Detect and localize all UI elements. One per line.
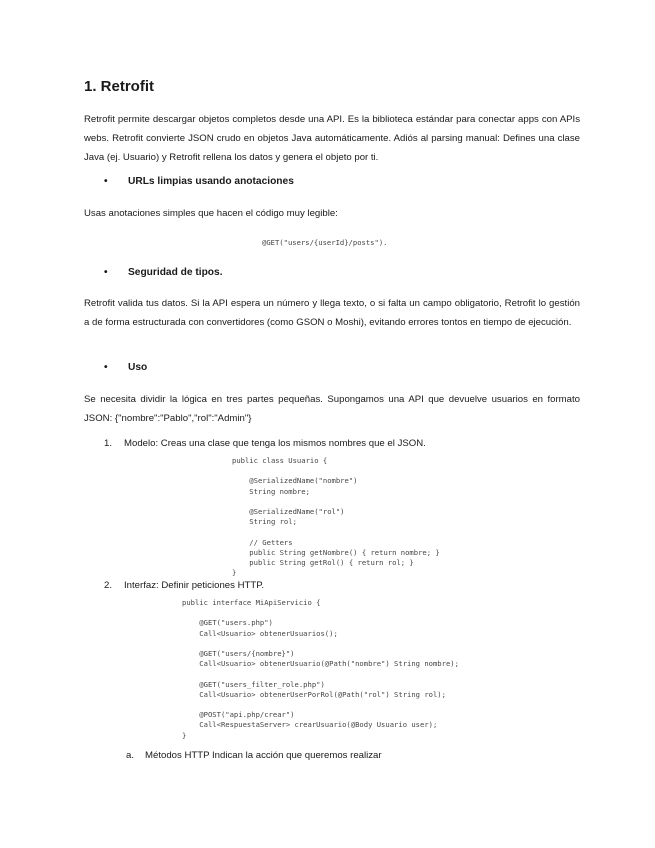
bullet-label: URLs limpias usando anotaciones: [128, 176, 294, 187]
bullet-label: Seguridad de tipos.: [128, 267, 223, 278]
sub-item-http-methods: [126, 750, 382, 761]
item-text: Modelo: Creas una clase que tenga los mismos nombres que el JSON.: [124, 438, 426, 449]
item-text: Interfaz: Definir peticiones HTTP.: [124, 580, 265, 591]
uso-paragraph: Se necesita dividir la lógica en tres partes pequeñas. Supongamos una API que devuelve usuarios en formato JSON: {"nombre":"Pablo","rol":"Admin"}: [84, 394, 580, 424]
intro-paragraph: Retrofit permite descargar objetos completos desde una API. Es la biblioteca estándar para conectar apps con APIs webs. Retrofit convierte JSON crudo en objetos Java automáticamente. Adiós al parsing manual: Defines una clase Java (ej. Usuario) y Retrofit rellena los datos y genera el objeto por ti.: [84, 114, 580, 163]
bullet-label: Uso: [128, 362, 148, 373]
item-number: 1.: [104, 438, 113, 449]
code-get-example: @GET("users/{userId}/posts").: [262, 238, 388, 247]
item-text: Métodos HTTP Indican la acción que queremos realizar: [145, 750, 382, 761]
bullet-dot: •: [104, 362, 108, 373]
bullet-urls: [104, 176, 294, 187]
numbered-item-model: [104, 438, 426, 449]
urls-paragraph: Usas anotaciones simples que hacen el código muy legible:: [84, 208, 338, 219]
item-number: a.: [126, 750, 135, 761]
bullet-dot: •: [104, 176, 108, 187]
section-heading: 1. Retrofit: [84, 78, 155, 95]
bullet-types: [104, 267, 223, 278]
code-interface: public interface MiApiServicio { @GET("users.php") Call<Usuario> obtenerUsuarios(); @GET("users/{nombre}") Call<Usuario> obtenerUsuario(@Path("nombre") String nombre); @GET("users_filter_role.php") Call<Usuario> obtenerUserPorRol(@Path("rol") String rol); @POST("api.php/crear") Call<RespuestaServer> crearUsuario(@Body Usuario user); }: [182, 598, 459, 740]
types-paragraph: Retrofit valida tus datos. Si la API espera un número y llega texto, o si falta un campo obligatorio, Retrofit lo gestión a de forma estructurada con convertidores (como GSON o Moshi), evitando errores tontos en tiempo de ejecución.: [84, 298, 580, 328]
bullet-uso: [104, 362, 147, 373]
item-number: 2.: [104, 580, 113, 591]
bullet-dot: •: [104, 267, 108, 278]
numbered-item-interface: [104, 580, 264, 591]
code-model-class: public class Usuario { @SerializedName("nombre") String nombre; @SerializedName("rol") String rol; // Getters public String getNombre() { return nombre; } public String getRol() { return rol; } }: [232, 456, 440, 578]
